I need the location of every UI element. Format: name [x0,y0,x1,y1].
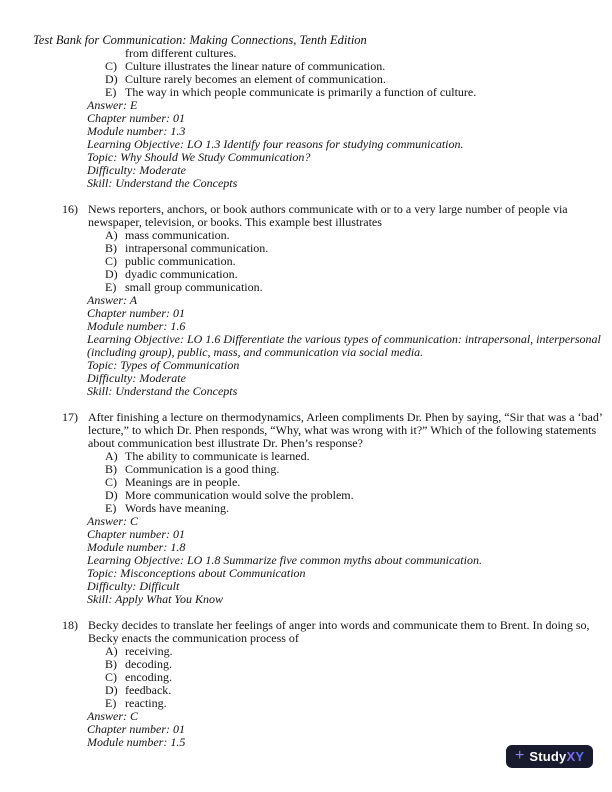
option-text: The way in which people communicate is primarily a function of culture. [125,85,477,99]
option-text: receiving. [125,644,173,658]
question-stem-line: about communication best illustrate Dr. Phen’s response? [88,436,363,450]
meta-line-module: Module number: 1.6 [87,319,186,333]
header-title: Test Bank for Communication: Making Connections, Tenth Edition [33,33,367,47]
studyxy-logo[interactable] [506,745,593,768]
meta-line-difficulty: Difficulty: Moderate [87,163,186,177]
answer-option [105,671,612,684]
option-letter: C) [105,670,117,684]
answer-option [105,502,612,515]
question-stem-line: newspaper, television, or books. This example best illustrates [88,215,382,229]
option-letter: C) [105,254,117,268]
studyxy-brand-text: StudyXY [529,749,585,764]
option-letter: B) [105,657,117,671]
answer-option [105,86,612,99]
option-text: decoding. [125,657,172,671]
option-letter: B) [105,462,117,476]
option-letter: E) [105,696,117,710]
document-content [0,34,612,749]
meta-line-skill: Skill: Apply What You Know [87,592,224,606]
option-letter: D) [105,683,118,697]
question-stem-text: News reporters, anchors, or book authors communicate with or to a very large number of people via [88,202,568,216]
option-text: mass communication. [125,228,230,242]
option-letter: A) [105,644,118,658]
answer-option [105,697,612,710]
answer-option [105,658,612,671]
meta-line-answer: Answer: C [87,709,138,723]
option-text: Communication is a good thing. [125,462,280,476]
question-number: 17) [62,410,78,424]
option-letter: B) [105,241,117,255]
question-number: 18) [62,618,78,632]
meta-line-chapter: Chapter number: 01 [87,722,185,736]
meta-line-skill: Skill: Understand the Concepts [87,176,238,190]
meta-line-learning-objective: Learning Objective: LO 1.3 Identify four reasons for studying communication. [87,137,464,151]
option-text: feedback. [125,683,172,697]
meta-line-answer: Answer: C [87,514,138,528]
option-letter: C) [105,59,117,73]
option-letter: D) [105,488,118,502]
question-number: 16) [62,202,78,216]
option-text: Meanings are in people. [125,475,241,489]
meta-line-topic: Topic: Misconceptions about Communication [87,566,306,580]
meta-line-skill: Skill: Understand the Concepts [87,384,238,398]
meta-line-chapter: Chapter number: 01 [87,527,185,541]
meta-line-difficulty: Difficulty: Difficult [87,579,180,593]
option-text: Culture rarely becomes an element of communication. [125,72,386,86]
option-text: More communication would solve the problem. [125,488,354,502]
meta-line-answer: Answer: E [87,98,138,112]
meta-line-chapter: Chapter number: 01 [87,111,185,125]
question-stem-text: Becky decides to translate her feelings of anger into words and communicate them to Brent. In doing so, [88,618,590,632]
option-text: encoding. [125,670,172,684]
option-letter: E) [105,501,117,515]
meta-line-module: Module number: 1.3 [87,124,186,138]
option-text: small group communication. [125,280,263,294]
option-text: Culture illustrates the linear nature of communication. [125,59,386,73]
option-text: public communication. [125,254,236,268]
option-letter: A) [105,449,118,463]
meta-line-chapter: Chapter number: 01 [87,306,185,320]
meta-line-topic: Topic: Types of Communication [87,358,240,372]
option-text: intrapersonal communication. [125,241,269,255]
option-text: reacting. [125,696,167,710]
answer-option [105,645,612,658]
meta-line-learning-objective-cont: (including group), public, mass, and communication via social media. [87,345,424,359]
question-stem-line: Becky enacts the communication process of [88,631,299,645]
plus-icon: + [515,746,525,764]
meta-line-module: Module number: 1.8 [87,540,186,554]
answer-option [105,684,612,697]
meta-line-learning-objective: Learning Objective: LO 1.6 Differentiate the various types of communication: intrapersonal, interpersonal [87,332,601,346]
meta-line-answer: Answer: A [87,293,138,307]
option-letter: D) [105,72,118,86]
option-text: Words have meaning. [125,501,230,515]
stem-continuation-line: from different cultures. [125,46,237,60]
answer-option [105,281,612,294]
option-letter: E) [105,85,117,99]
question-stem-line: lecture,” to which Dr. Phen responds, “Why, what was wrong with it?” Which of the following statements [88,423,597,437]
question-stem-text: After finishing a lecture on thermodynamics, Arleen compliments Dr. Phen by saying, “Sir that was a ‘bad’ [88,410,603,424]
option-letter: C) [105,475,117,489]
meta-line-difficulty: Difficulty: Moderate [87,371,186,385]
meta-line-topic: Topic: Why Should We Study Communication? [87,150,311,164]
option-letter: E) [105,280,117,294]
option-letter: A) [105,228,118,242]
meta-line-module: Module number: 1.5 [87,735,186,749]
option-text: The ability to communicate is learned. [125,449,310,463]
meta-line-learning-objective: Learning Objective: LO 1.8 Summarize five common myths about communication. [87,553,482,567]
option-text: dyadic communication. [125,267,238,281]
option-letter: D) [105,267,118,281]
